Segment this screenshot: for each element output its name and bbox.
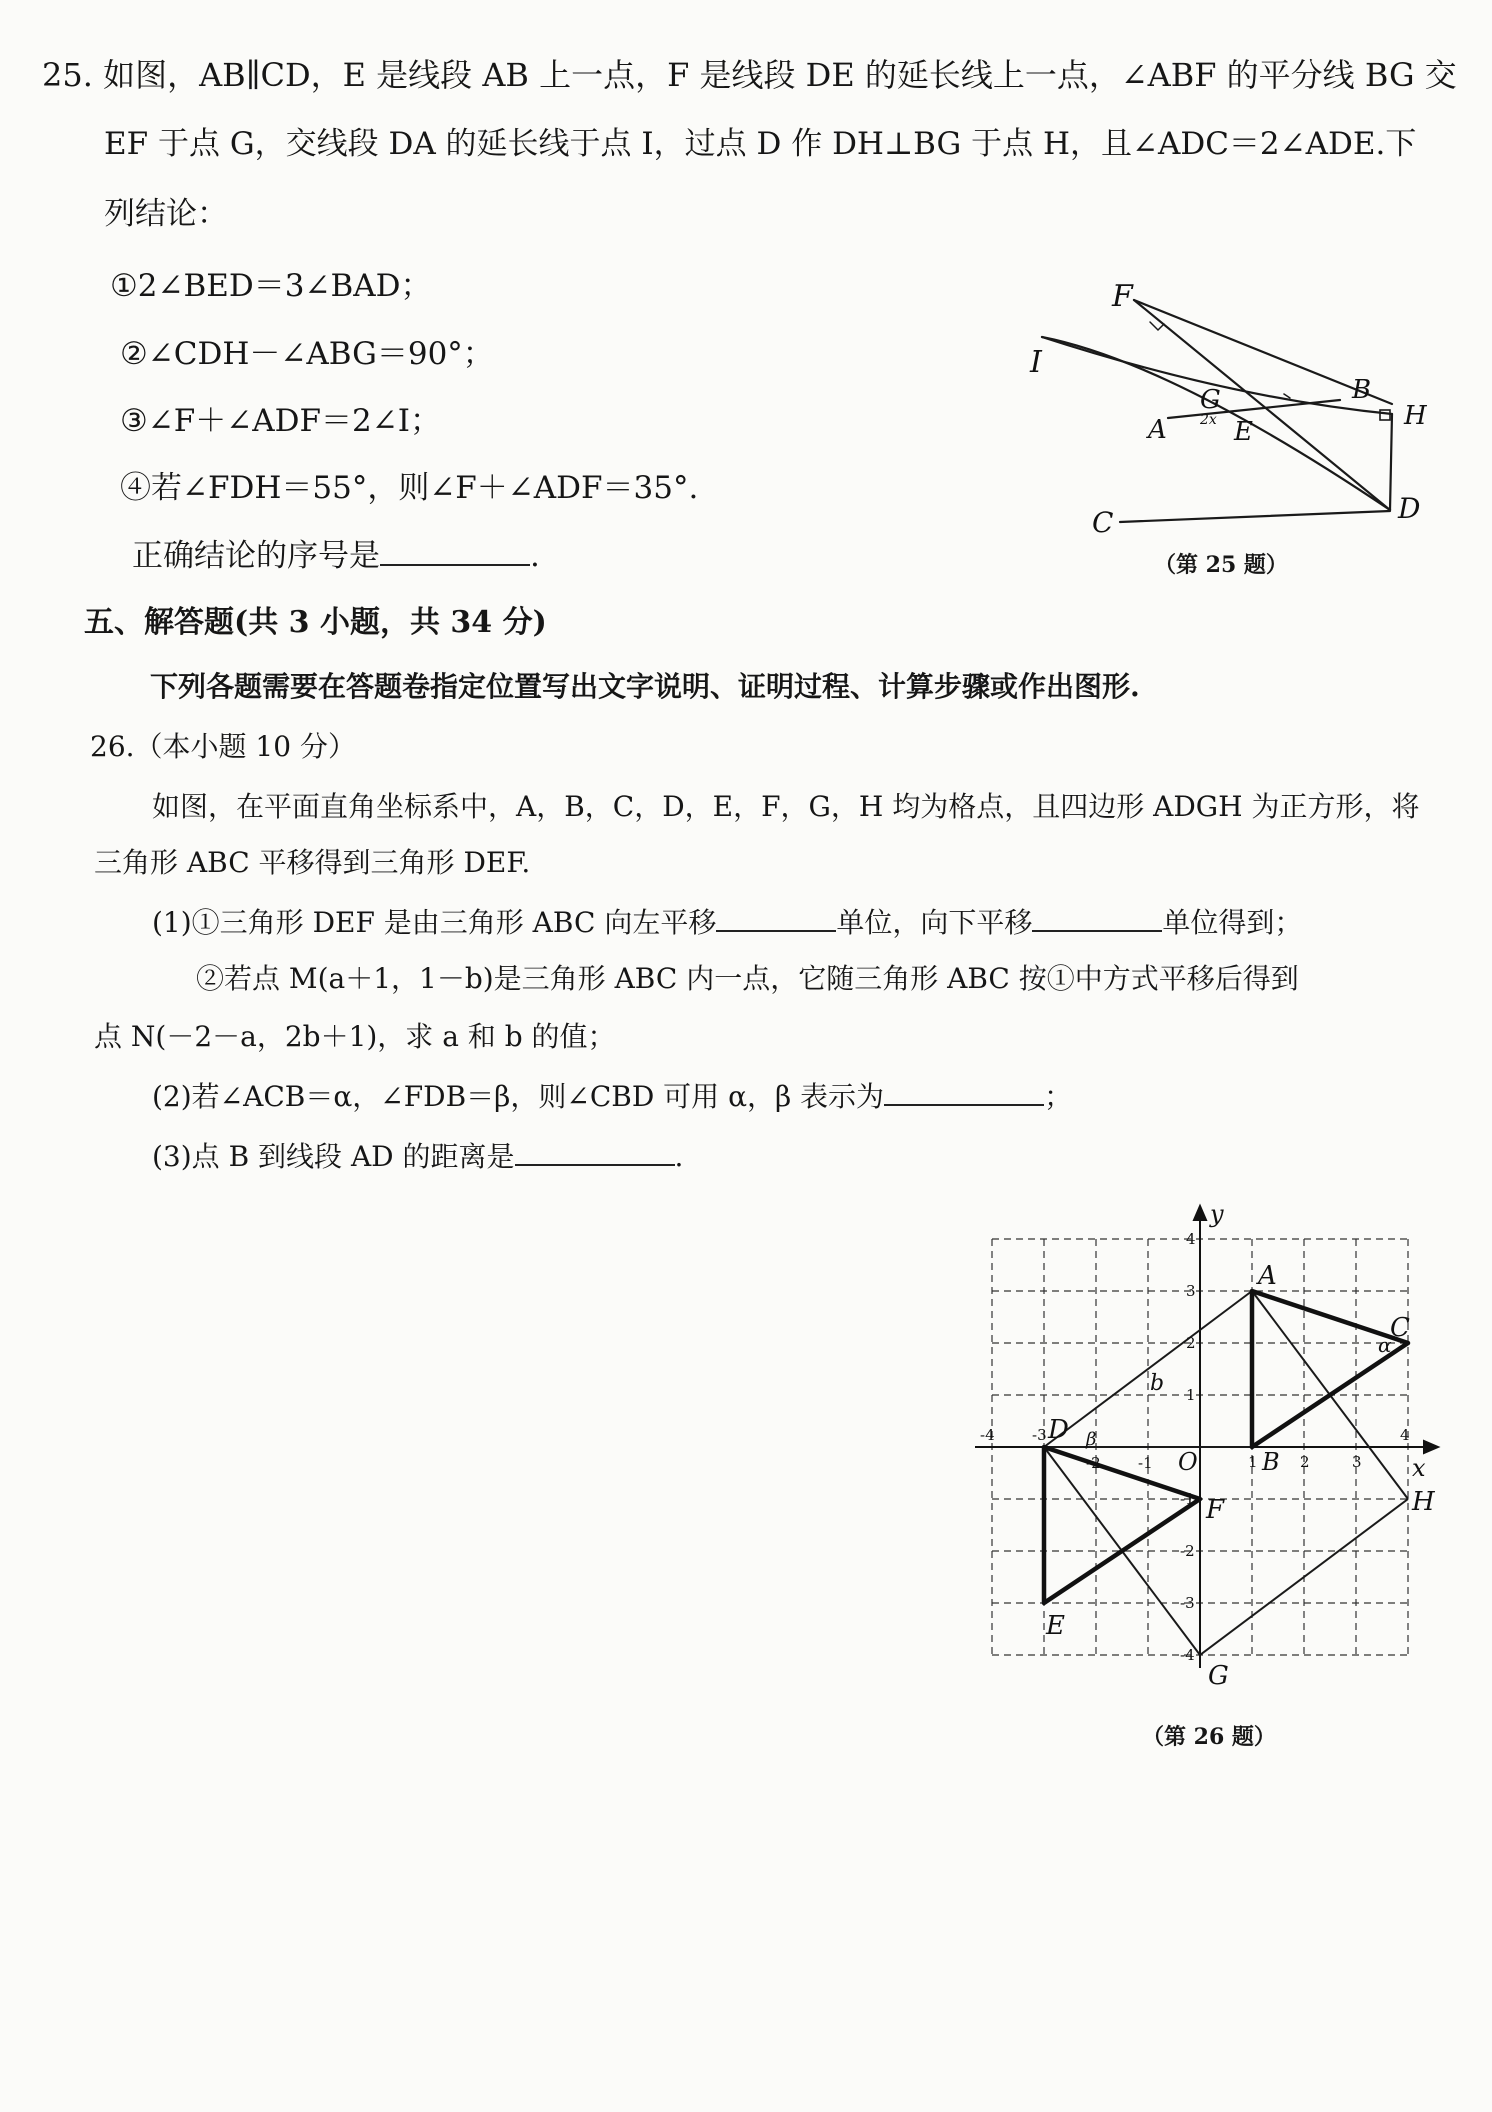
q26-axis-y-label: y <box>1210 1200 1224 1228</box>
q25-segment-cd <box>1120 511 1390 522</box>
section-5-instruction: 下列各题需要在答题卷指定位置写出文字说明、证明过程、计算步骤或作出图形. <box>150 670 1140 703</box>
q26-blank-distance[interactable] <box>515 1138 675 1166</box>
q25-line-1: 25. 如图，AB∥CD，E 是线段 AB 上一点，F 是线段 DE 的延长线上一点，∠ABF 的平分线 BG 交 <box>42 56 1457 94</box>
section-5-title: 五、解答题(共 3 小题，共 34 分) <box>84 605 547 640</box>
q26-header: 26.（本小题 10 分） <box>90 730 356 763</box>
q26-x-tick-1: 1 <box>1248 1453 1258 1471</box>
q26-caption: （第 26 题） <box>1142 1724 1276 1750</box>
q26-label-b: B <box>1262 1448 1280 1476</box>
q25-caption: （第 25 题） <box>1154 552 1288 578</box>
q26-y-tick-m3: -3 <box>1180 1594 1195 1612</box>
q26-y-tick-2: 2 <box>1186 1334 1196 1352</box>
q25-answer-blank[interactable] <box>380 538 530 566</box>
q26-y-tick-3: 3 <box>1186 1282 1196 1300</box>
q26-blank-angle[interactable] <box>884 1078 1044 1106</box>
q25-angle-mark-b <box>1284 394 1290 398</box>
q26-part-3-text: (3)点 B 到线段 AD 的距离是 <box>152 1140 515 1173</box>
q26-label-d: D <box>1048 1415 1069 1445</box>
q26-part-1a-text-3: 单位得到； <box>1162 906 1303 939</box>
q26-intro-2: 三角形 ABC 平移得到三角形 DEF. <box>94 846 531 879</box>
q25-label-d: D <box>1398 492 1421 525</box>
q26-y-tick-m4: -4 <box>1180 1646 1195 1664</box>
q26-label-e: E <box>1046 1611 1065 1641</box>
q25-label-e: E <box>1234 417 1253 447</box>
q26-x-tick-m3: -3 <box>1032 1426 1047 1444</box>
q26-angle-alpha: α <box>1378 1333 1392 1357</box>
q26-x-arrow <box>1424 1441 1438 1453</box>
q25-conclusion-1: ①2∠BED＝3∠BAD； <box>110 268 432 304</box>
q26-label-c: C <box>1390 1313 1410 1343</box>
q26-part-1a-text-2: 单位，向下平移 <box>836 906 1033 939</box>
q26-part-1b-line-2: 点 N(－2－a，2b＋1)，求 a 和 b 的值； <box>94 1020 616 1053</box>
q26-part-1a <box>152 904 1302 940</box>
q25-line-2: EF 于点 G，交线段 DA 的延长线于点 I，过点 D 作 DH⊥BG 于点 H，且∠ADC＝2∠ADE.下 <box>104 126 1417 162</box>
q26-label-a: A <box>1258 1261 1277 1291</box>
q26-y-tick-m1: -1 <box>1180 1490 1195 1508</box>
q26-y-tick-1: 1 <box>1186 1386 1196 1404</box>
q26-x-tick-m4: -4 <box>980 1426 995 1444</box>
q26-part-3-end: . <box>674 1140 684 1173</box>
q26-angle-beta: β <box>1086 1429 1097 1450</box>
q26-x-tick-m2: -2 <box>1086 1454 1101 1472</box>
q26-blank-left[interactable] <box>716 904 836 932</box>
q26-square-side-gh <box>1200 1499 1408 1655</box>
q26-label-f: F <box>1206 1495 1225 1525</box>
q26-triangle-abc <box>1252 1291 1408 1447</box>
q25-label-f: F <box>1112 279 1133 314</box>
q26-figure <box>960 1190 1450 1710</box>
q26-triangle-def <box>1044 1447 1200 1603</box>
q25-label-h: H <box>1404 401 1427 431</box>
q25-conclusion-4: ④若∠FDH＝55°，则∠F＋∠ADF＝35°. <box>120 470 699 506</box>
q26-y-tick-4: 4 <box>1186 1230 1196 1248</box>
q26-label-g: G <box>1208 1661 1229 1691</box>
q25-conclusion-2: ②∠CDH－∠ABG＝90°； <box>120 336 494 372</box>
q25-label-c: C <box>1092 506 1114 539</box>
q26-x-tick-4: 4 <box>1400 1426 1410 1444</box>
q26-x-tick-m1: -1 <box>1138 1454 1153 1472</box>
q25-label-g: G <box>1200 385 1221 415</box>
q25-segment-fd <box>1134 300 1390 510</box>
q26-blank-down[interactable] <box>1032 904 1162 932</box>
q25-segment-ab <box>1168 400 1340 418</box>
q26-part-1b-line-1: ②若点 M(a＋1，1－b)是三角形 ABC 内一点，它随三角形 ABC 按①中方式平移后得到 <box>196 962 1299 995</box>
q26-intro-1: 如图，在平面直角坐标系中，A，B，C，D，E，F，G，H 均为格点，且四边形 ADGH 为正方形，将 <box>152 790 1420 823</box>
q26-label-h: H <box>1412 1487 1435 1517</box>
q25-answer-prefix: 正确结论的序号是 <box>132 538 380 574</box>
q25-segment-hd <box>1390 414 1392 510</box>
q26-part-2 <box>152 1078 1072 1114</box>
q25-label-b: B <box>1352 375 1372 405</box>
q25-figure <box>1010 270 1450 540</box>
q26-part-3 <box>152 1138 683 1174</box>
q26-origin-label: O <box>1178 1448 1198 1476</box>
q26-y-tick-m2: -2 <box>1180 1542 1195 1560</box>
q25-angle-label: 2x <box>1200 412 1217 428</box>
q26-x-tick-3: 3 <box>1352 1453 1362 1471</box>
q25-label-a: A <box>1148 415 1167 445</box>
q25-answer-suffix: . <box>530 538 540 574</box>
q25-right-angle-mark <box>1380 410 1390 420</box>
q26-part-1a-text-1: (1)①三角形 DEF 是由三角形 ABC 向左平移 <box>152 906 717 939</box>
q26-part-2-end: ； <box>1044 1080 1073 1113</box>
q26-y-arrow <box>1194 1206 1206 1220</box>
q26-x-tick-2: 2 <box>1300 1453 1310 1471</box>
q25-label-i: I <box>1030 345 1042 380</box>
q26-part-2-text: (2)若∠ACB＝α，∠FDB＝β，则∠CBD 可用 α，β 表示为 <box>152 1080 885 1113</box>
q25-conclusion-3: ③∠F＋∠ADF＝2∠I； <box>120 403 441 439</box>
q25-line-3: 列结论： <box>104 196 228 232</box>
q25-answer-line <box>132 538 540 575</box>
q26-mark-b: b <box>1150 1371 1165 1396</box>
q26-axis-x-label: x <box>1412 1454 1426 1482</box>
